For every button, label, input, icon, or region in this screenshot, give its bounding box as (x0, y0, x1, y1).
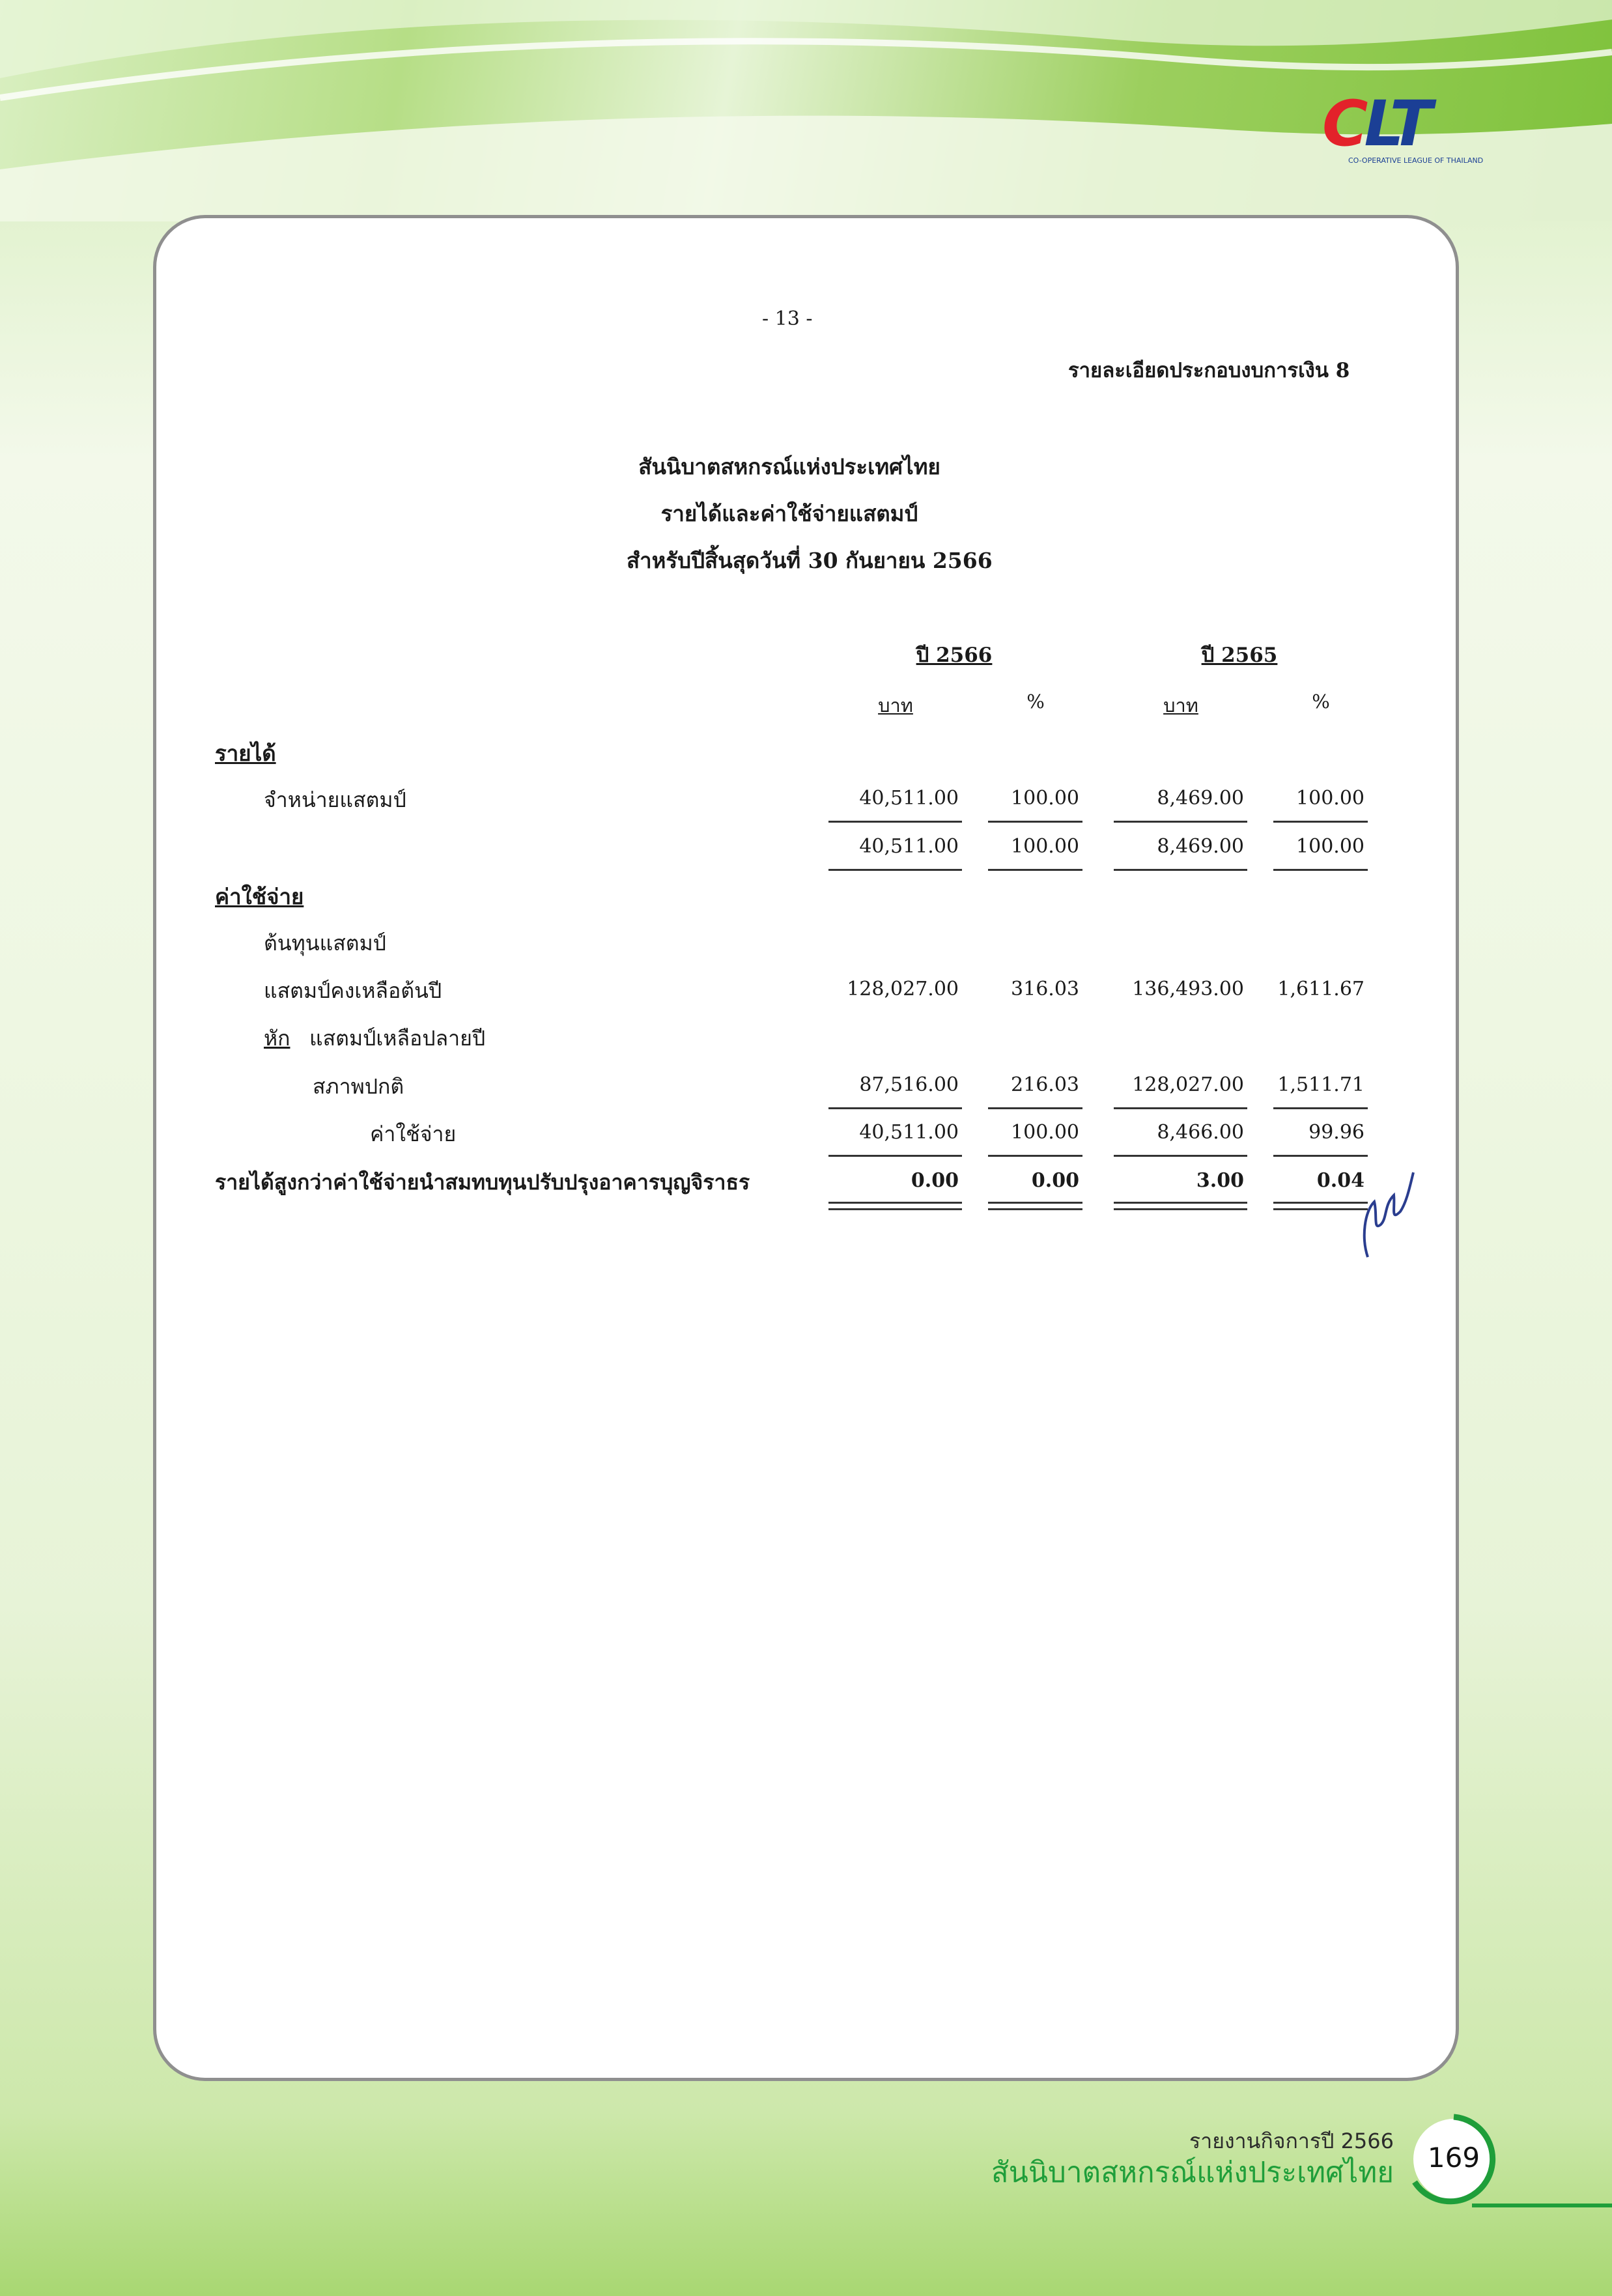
signature-mark (1348, 1166, 1420, 1264)
rule (1114, 1107, 1247, 1109)
less-label: หัก (264, 1026, 290, 1051)
logo-wordmark: CLT (1322, 87, 1429, 160)
double-rule (1114, 1202, 1247, 1204)
expenses-2566-baht: 40,511.00 (859, 1121, 959, 1144)
rule (1114, 869, 1247, 871)
rule (1114, 821, 1247, 823)
opening-stock-2566-baht: 128,027.00 (847, 978, 959, 1000)
normal-condition-2565-percent: 1,511.71 (1277, 1073, 1365, 1096)
expenses-2565-baht: 8,466.00 (1157, 1121, 1244, 1144)
logo-subtitle: CO-OPERATIVE LEAGUE OF THAILAND (1348, 156, 1484, 165)
statement-title-name: รายได้และค่าใช้จ่ายแสตมป์ (660, 501, 918, 526)
income-total-2565-baht: 8,469.00 (1157, 835, 1244, 858)
income-total-2566-baht: 40,511.00 (859, 835, 959, 858)
closing-stock-label: แสตมป์เหลือปลายปี (309, 1026, 486, 1051)
expense-heading: ค่าใช้จ่าย (215, 884, 304, 909)
net-result-2565-percent: 0.04 (1316, 1169, 1365, 1192)
stamp-sales-2565-percent: 100.00 (1296, 787, 1365, 810)
note-reference: รายละเอียดประกอบงบการเงิน 8 (1068, 359, 1350, 382)
rule (988, 869, 1082, 871)
opening-stock-label: แสตมป์คงเหลือต้นปี (264, 978, 442, 1003)
rule (1273, 1107, 1368, 1109)
rule (1114, 1155, 1247, 1157)
normal-condition-label: สภาพปกติ (313, 1074, 404, 1099)
net-result-2565-baht: 3.00 (1196, 1169, 1244, 1192)
double-rule (1114, 1208, 1247, 1210)
unit-percent-2566: % (1026, 690, 1045, 713)
double-rule (828, 1202, 962, 1204)
stamp-cost-label: ต้นทุนแสตมป์ (264, 931, 386, 956)
net-result-label: รายได้สูงกว่าค่าใช้จ่ายนำสมทบทุนปรับปรุงอาคารบุญจิราธร (215, 1170, 750, 1195)
unit-baht-2566: บาท (878, 694, 913, 716)
rule (1273, 869, 1368, 871)
double-rule (988, 1208, 1082, 1210)
expenses-label: ค่าใช้จ่าย (370, 1122, 457, 1146)
stamp-sales-label: จำหน่ายแสตมป์ (264, 787, 406, 812)
rule (1273, 1155, 1368, 1157)
rule (828, 821, 962, 823)
rule (988, 821, 1082, 823)
statement-title-org: สันนิบาตสหกรณ์แห่งประเทศไทย (638, 454, 940, 479)
footer-org-name: สันนิบาตสหกรณ์แห่งประเทศไทย (991, 2156, 1394, 2189)
stamp-sales-2566-percent: 100.00 (1011, 787, 1079, 810)
opening-stock-2565-percent: 1,611.67 (1277, 978, 1365, 1000)
rule (988, 1107, 1082, 1109)
income-total-2566-percent: 100.00 (1011, 835, 1079, 858)
net-result-2566-baht: 0.00 (911, 1169, 959, 1192)
income-total-2565-percent: 100.00 (1296, 835, 1365, 858)
rule (828, 869, 962, 871)
net-result-2566-percent: 0.00 (1031, 1169, 1079, 1192)
rule (828, 1107, 962, 1109)
expenses-2566-percent: 100.00 (1011, 1121, 1079, 1144)
expenses-2565-percent: 99.96 (1308, 1121, 1365, 1144)
stamp-sales-2565-baht: 8,469.00 (1157, 787, 1244, 810)
page-number: - 13 - (762, 307, 813, 330)
stamp-sales-2566-baht: 40,511.00 (859, 787, 959, 810)
column-year-2565: ปี 2565 (1201, 644, 1278, 667)
normal-condition-2565-baht: 128,027.00 (1132, 1073, 1244, 1096)
rule (828, 1155, 962, 1157)
rule (988, 1155, 1082, 1157)
opening-stock-2566-percent: 316.03 (1011, 978, 1079, 1000)
normal-condition-2566-percent: 216.03 (1011, 1073, 1079, 1096)
income-heading: รายได้ (215, 741, 276, 766)
page-number-footer: 169 (1427, 2142, 1480, 2174)
opening-stock-2565-baht: 136,493.00 (1132, 978, 1244, 1000)
normal-condition-2566-baht: 87,516.00 (859, 1073, 959, 1096)
double-rule (988, 1202, 1082, 1204)
unit-baht-2565: บาท (1163, 694, 1198, 716)
double-rule (828, 1208, 962, 1210)
statement-title-period: สำหรับปีสิ้นสุดวันที่ 30 กันยายน 2566 (627, 548, 993, 573)
footer-report-label: รายงานกิจการปี 2566 (1189, 2129, 1394, 2153)
column-year-2566: ปี 2566 (916, 644, 993, 667)
rule (1273, 821, 1368, 823)
unit-percent-2565: % (1312, 690, 1330, 713)
